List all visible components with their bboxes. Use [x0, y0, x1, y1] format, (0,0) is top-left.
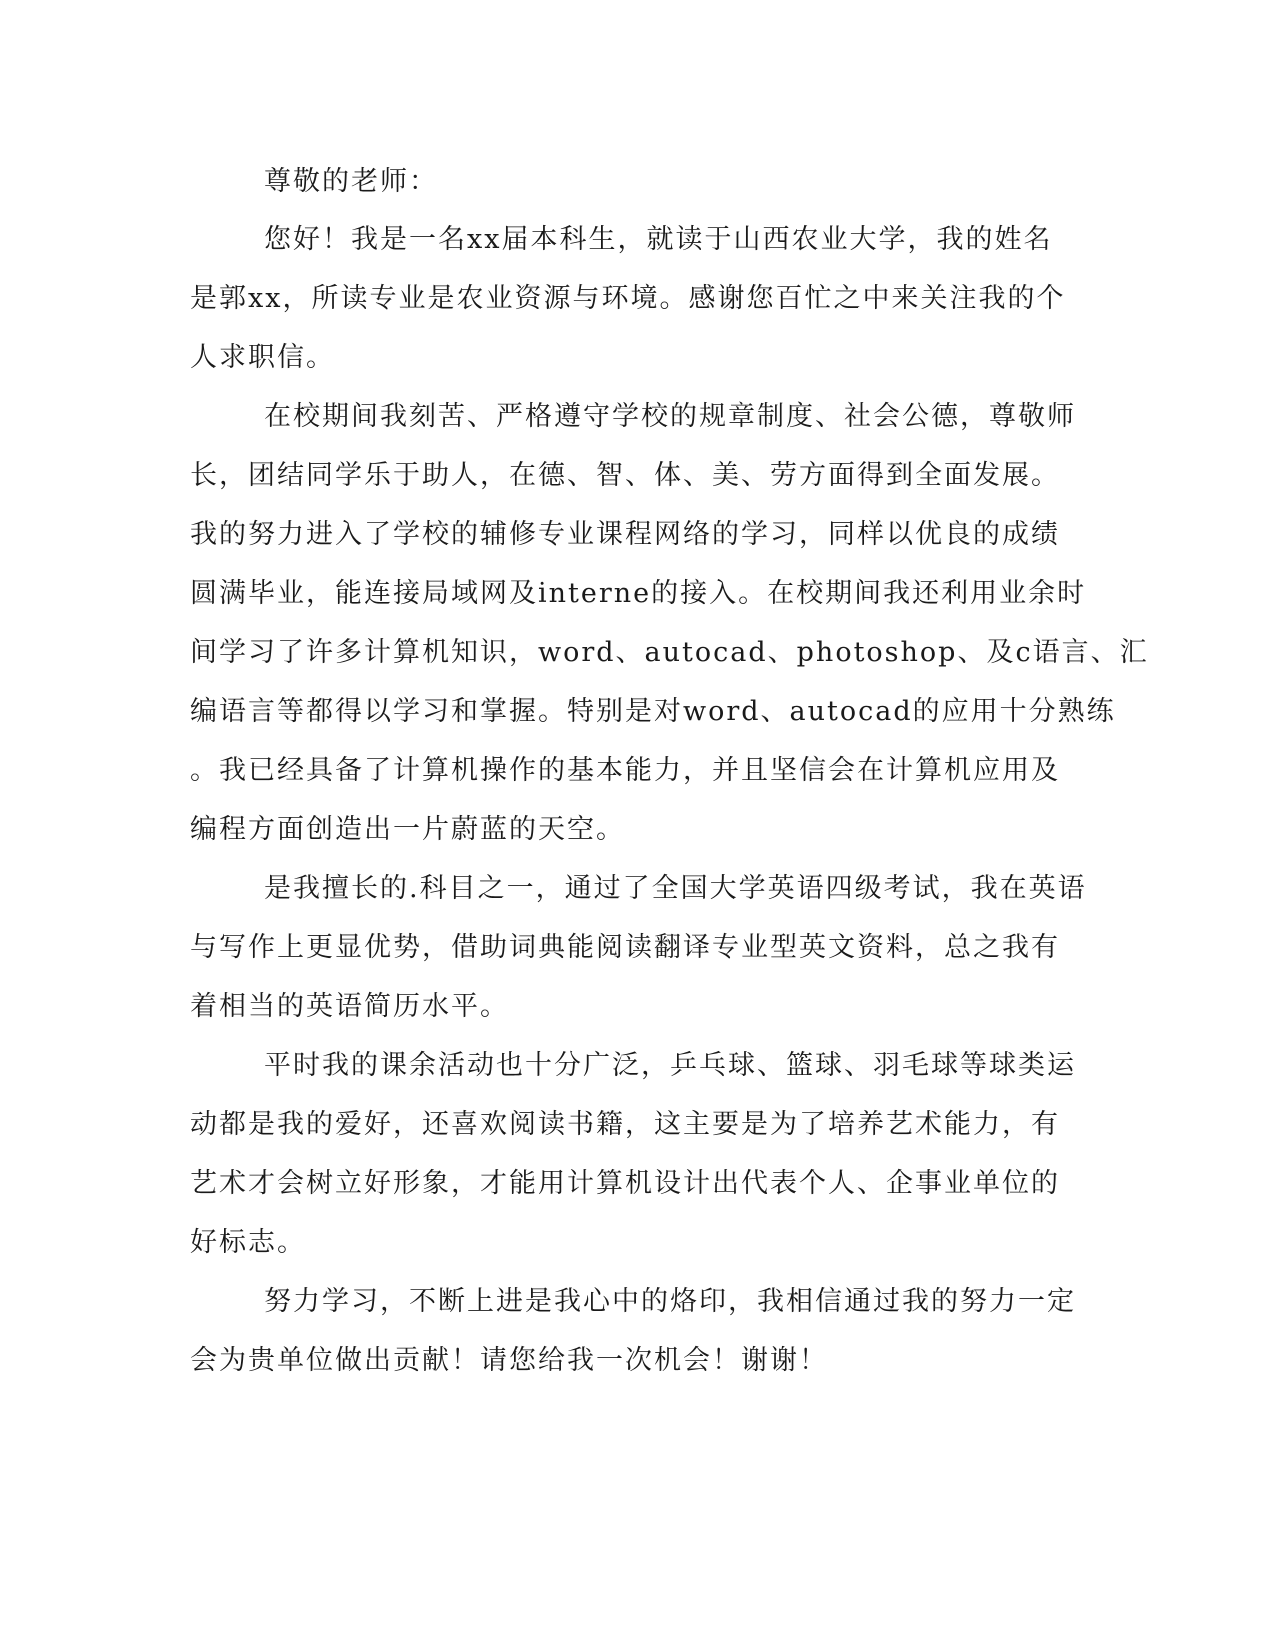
text-line: 着相当的英语简历水平。 [190, 991, 509, 1022]
text-line: 动都是我的爱好，还喜欢阅读书籍，这主要是为了培养艺术能力，有 [190, 1109, 1060, 1140]
text-line: 在校期间我刻苦、严格遵守学校的规章制度、社会公德，尊敬师 [264, 401, 1076, 432]
text-line: 与写作上更显优势，借助词典能阅读翻译专业型英文资料，总之我有 [190, 932, 1060, 963]
text-line: 圆满毕业，能连接局域网及interne的接入。在校期间我还利用业余时 [190, 578, 1087, 609]
text-line: 会为贵单位做出贡献！请您给我一次机会！谢谢！ [190, 1345, 828, 1376]
text-line: 您好！我是一名xx届本科生，就读于山西农业大学，我的姓名 [264, 224, 1053, 255]
text-line: 艺术才会树立好形象，才能用计算机设计出代表个人、企事业单位的 [190, 1168, 1060, 1199]
text-line: 是我擅长的.科目之一，通过了全国大学英语四级考试，我在英语 [264, 873, 1087, 904]
salutation: 尊敬的老师： [264, 166, 438, 197]
text-line: 编程方面创造出一片蔚蓝的天空。 [190, 814, 625, 845]
text-line: 好标志。 [190, 1227, 306, 1258]
text-line: 人求职信。 [190, 342, 335, 373]
text-line: 我的努力进入了学校的辅修专业课程网络的学习，同样以优良的成绩 [190, 519, 1060, 550]
text-line: 间学习了许多计算机知识，word、autocad、photoshop、及c语言、汇 [190, 637, 1149, 668]
text-line: 努力学习，不断上进是我心中的烙印，我相信通过我的努力一定 [264, 1286, 1076, 1317]
text-line: 编语言等都得以学习和掌握。特别是对word、autocad的应用十分熟练 [190, 696, 1116, 727]
text-line: 长，团结同学乐于助人，在德、智、体、美、劳方面得到全面发展。 [190, 460, 1060, 491]
text-line: 平时我的课余活动也十分广泛，乒乓球、篮球、羽毛球等球类运 [264, 1050, 1076, 1081]
text-line: 。我已经具备了计算机操作的基本能力，并且坚信会在计算机应用及 [190, 755, 1060, 786]
text-line: 是郭xx，所读专业是农业资源与环境。感谢您百忙之中来关注我的个 [190, 283, 1066, 314]
